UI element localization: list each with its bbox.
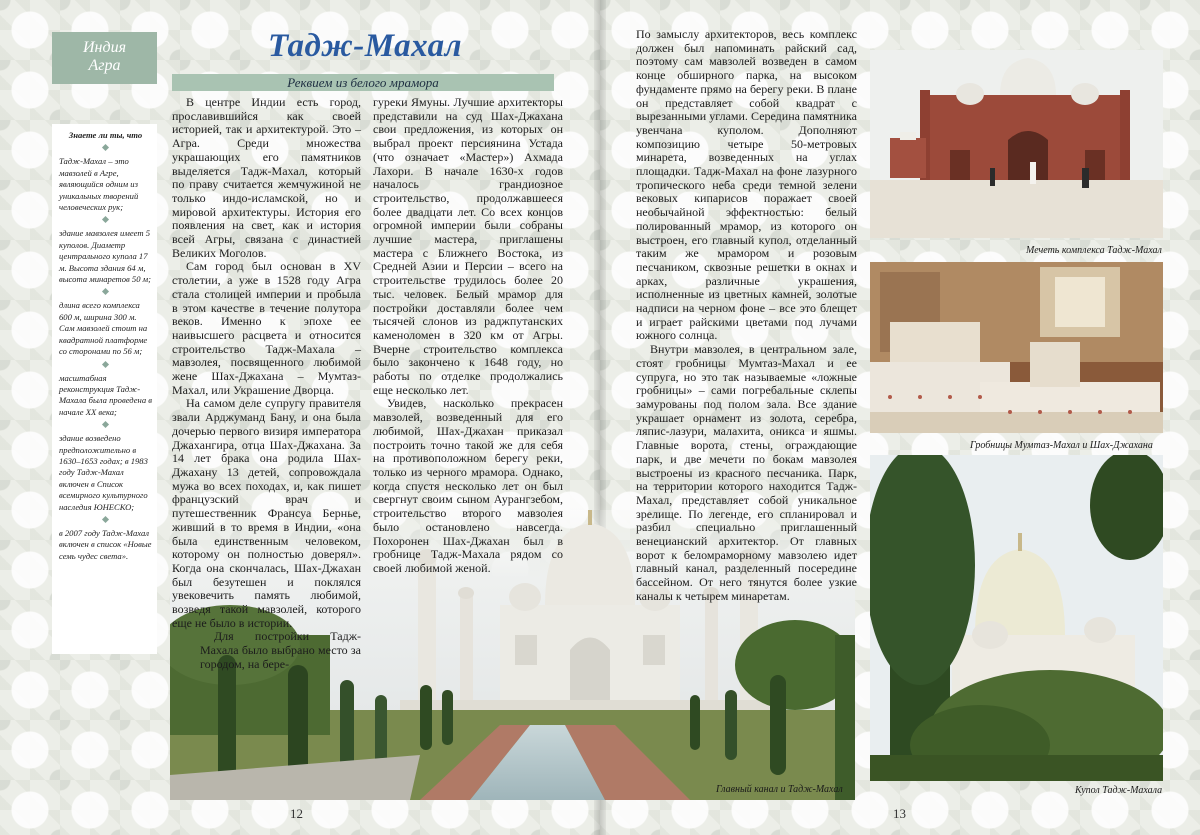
text-column-1 (172, 96, 361, 672)
fact-item: длина всего комплекса 600 м, ширина 300 м. Сам мавзолей стоит на квадратной платформе со сторонами по 56 м; (59, 300, 148, 357)
diamond-bullet-icon (102, 144, 109, 151)
tombs-photo (870, 262, 1163, 433)
page-number-right: 13 (893, 806, 906, 821)
mosque-photo (870, 50, 1163, 238)
domes-illustration (870, 455, 1163, 781)
mosque-illustration (870, 50, 1163, 238)
fact-item: Тадж-Махал – это мавзолей в Агре, являющийся одним из уникальных творений человеческих рук; (59, 156, 139, 213)
paragraph: В центре Индии есть город, прославившийся как своей историей, так и архитектурой. Это – Агра. Среди множества украшающих его памятников выделяется Тадж-Махал, который по праву считается жемчужиной не только индо-исламской, но и мировой архитектуры. История его появления на свет, как и история всей Агры, связана с династией Великих Моголов. (172, 95, 361, 260)
article-subtitle: Реквием из белого мрамора (172, 74, 554, 91)
tombs-illustration (870, 262, 1163, 433)
paragraph: Сам город был основан в XV столетии, а уже в 1528 году Агра стала столицей империи и пробыла в этом качестве в течение полутора веков. Именно к эпохе ее наивысшего расцвета и относится строительство Тадж-Махала – мавзолея, посвященного любимой жене Шах-Джахана – Мумтаз-Махал, или Украшение Дворца. (172, 259, 361, 397)
country-label: Индия (82, 39, 127, 56)
main-photo-caption: Главный канал и Тадж-Махал (716, 784, 843, 795)
facts-header: Знаете ли ты, что (68, 130, 143, 140)
city-label: Агра (88, 57, 121, 74)
diamond-bullet-icon (102, 288, 109, 295)
fact-item: здание возведено предположительно в 1630–1653 годах; в 1983 году Тадж-Махал включен в Список всемирного культурного наследия ЮНЕСКО; (59, 433, 148, 512)
domes-photo (870, 455, 1163, 781)
facts-panel (52, 124, 157, 654)
fact-item: здание мавзолея имеет 5 куполов. Диаметр центрального купола 17 м. Высота здания 64 м, высота минаретов 50 м; (59, 228, 152, 285)
paragraph: На самом деле супругу правителя звали Арджуманд Бану, и она была дочерью первого визиря императора Джахангира, отца Шах-Джахана. За 14 лет брака она родила Шах-Джахану 13 детей, сопровождала мужа во всех походах, и, как пишет французский врач и путешественник Франсуа Бернье, живший в то время в Индии, «она была единственным человеком, которому он полностью доверял». Когда она скончалась, Шах-Джахан был безутешен и поклялся увековечить память любимой, возведя такой мавзолей, которого еще не было в истории. (172, 396, 361, 630)
text-column-3 (636, 28, 857, 604)
diamond-bullet-icon (102, 421, 109, 428)
diamond-bullet-icon (102, 516, 109, 523)
fact-item: масштабная реконструкция Тадж-Махала была проведена в начале XX века; (59, 372, 152, 417)
paragraph: Для постройки Тадж-Махала было выбрано место за городом, на бере- (200, 629, 361, 671)
mosque-caption: Мечеть комплекса Тадж-Махал (1026, 245, 1162, 256)
paragraph: гуреки Ямуны. Лучшие архитекторы представили на суд Шах-Джахана свои предложения, из которых он выбрал проект персиянина Устада (что означает «Мастер») Ахмада Лахори. В начале 1630-х годов началось грандиозное строительство, продолжавшееся более двадцати лет. Со всех концов огромной империи были собраны лучшие мастера, приглашены мастера с Ближнего Востока, из Средней Азии и Персии – всего на строительстве трудилось более 20 тыс. человек. Белый мрамор для постройки доставляли более чем тысячей слонов из раджпутанских каменоломен в 320 км от Агры. Вчерне строительство комплекса было закончено к 1648 году, но работы по отделке продолжались еще несколько лет. (373, 95, 563, 397)
tombs-caption: Гробницы Мумтаз-Махал и Шах-Джахана (970, 440, 1153, 451)
paragraph: Увидев, насколько прекрасен мавзолей, возведенный для его любимой, Шах-Джахан приказал построить точно такой же для себя на противоположном берегу реки, только из черного мрамора. Однако, когда спустя несколько лет он был свергнут своим сыном Аурангзебом, строительство второго мавзолея было остановлено навсегда. Похоронен Шах-Джахан был в гробнице Тадж-Махала рядом со своей любимой женой. (373, 396, 563, 575)
fact-item: в 2007 году Тадж-Махал включен в список «Новые семь чудес света». (59, 527, 152, 561)
page-number-left: 12 (290, 806, 303, 821)
diamond-bullet-icon (102, 216, 109, 223)
location-box (52, 32, 157, 84)
domes-caption: Купол Тадж-Махала (1075, 785, 1163, 796)
article-title: Тадж-Махал (268, 28, 463, 64)
diamond-bullet-icon (102, 360, 109, 367)
paragraph: Внутри мавзолея, в центральном зале, стоят гробницы Мумтаз-Махал и ее супруга, но это так называемые «ложные гробницы» – сами погребальные склепы замурованы под полом зала. Все здание украшает орнамент из золота, серебра, ляпис-лазури, малахита, оникса и яшмы. Главные ворота, стены, ограждающие парк, и две мечети по бокам мавзолея выстроены из красного песчаника. Парк, на территории которого находится Тадж-Махал, представляет собой уникальное зрелище. По легенде, его спланировал и разбил специально приглашенный венецианский архитектор. От главных ворот к беломраморному мавзолею идет главный канал, разделенный посередине бассейном. От него тянутся более узкие каналы к четырем минаретам. (636, 342, 857, 603)
paragraph: По замыслу архитекторов, весь комплекс должен был напоминать райский сад, поэтому сам мавзолей возведен в самом конце обширного парка, на высоком фундаменте прямо на берегу реки. В плане он представляет собой квадрат с вырезанными углами. Середина памятника увенчана куполом. Дополняют композицию четыре 50-метровых минарета, возведенных на углах площадки. Тадж-Махал на фоне лазурного тропического неба среди темной зелени вековых кипарисов поражает своей необычайной эффектностью: белый полированный мрамор, из которого он выстроен, его главный купол, отделанный таким же мрамором и розовым песчаником, сквозные решетки в окнах и арках, различные украшения, исполненные из цветных камней, золотые надписи на черном фоне – все это блещет и играет райскими цветами под лучами южного солнца. (636, 27, 857, 343)
text-column-2 (373, 96, 563, 576)
